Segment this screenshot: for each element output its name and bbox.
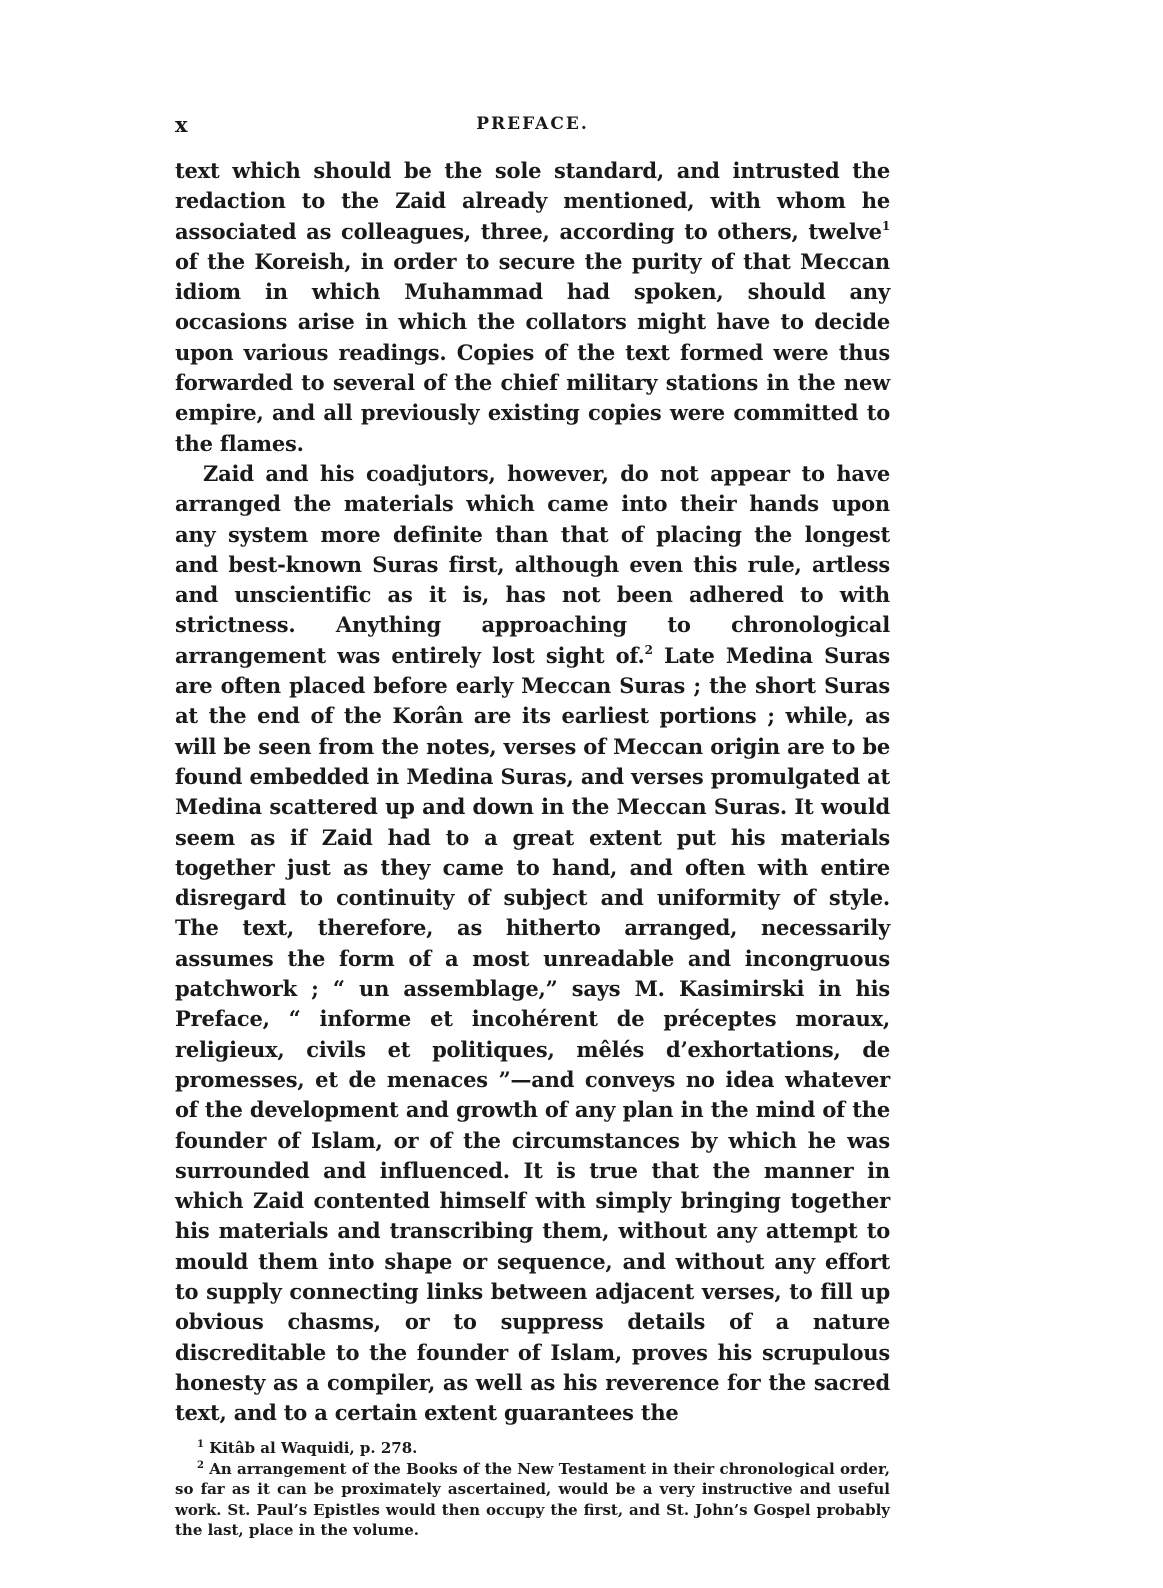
page-header [175, 112, 890, 142]
running-title: PREFACE. [476, 114, 589, 134]
footnote-2 [175, 1459, 890, 1541]
paragraph-1-text-b: of the Koreish, in order to secure the purity of that Meccan idiom in which Muhammad had spoken, should any occasions arise in which the collators might have to decide upon various readings. Copies of the text formed were thus forwarded to several of the chief military stations in the new empire, and all previously existing copies were committed to the flames. [175, 248, 890, 456]
footnote-1-mark: 1 [197, 1439, 204, 1451]
book-page [175, 112, 890, 1541]
paragraph-1-text-a: text which should be the sole standard, and intrusted the redaction to the Zaid already mentioned, with whom he associated as colleagues, three, according to others, twelve [175, 158, 890, 244]
footnote-1-text: Kitâb al Waquidi, p. 278. [203, 1439, 418, 1458]
paragraph-2-text-b: Late Medina Suras are often placed before early Meccan Suras ; the short Suras at the end of the Korân are its earliest portions ; while, as will be seen from the notes, verses of Meccan origin are to be found embedded in Medina Suras, and verses promulgated at Medina scattered up and down in the Meccan Suras. It would seem as if Zaid had to a great extent put his materials together just as they came to hand, and often with entire disregard to continuity of subject and uniformity of style. The text, therefore, as hitherto arranged, necessarily assumes the form of a most unreadable and incongruous patchwork ; “ un assemblage,” says M. Kasimirski in his Preface, “ informe et incohérent de préceptes moraux, religieux, civils et politiques, mêlés d’exhortations, de promesses, et de menaces ”—and conveys no idea whatever of the development and growth of any plan in the mind of the founder of Islam, or of the circumstances by which he was surrounded and influenced. It is true that the manner in which Zaid contented himself with simply bringing together his materials and transcribing them, without any attempt to mould them into shape or sequence, and without any effort to supply connecting links between adjacent verses, to fill up obvious chasms, or to suppress details of a nature discreditable to the founder of Islam, proves his scrupulous honesty as a compiler, as well as his reverence for the sacred text, and to a certain extent guarantees the [175, 642, 890, 1426]
footnotes [175, 1438, 890, 1541]
footnote-ref-2: 2 [644, 642, 653, 657]
page-number: x [175, 112, 189, 137]
footnote-1 [175, 1438, 890, 1459]
footnote-ref-1: 1 [881, 218, 890, 233]
body-text [175, 156, 890, 1428]
paragraph-2 [175, 459, 890, 1429]
footnote-2-text: An arrangement of the Books of the New Testament in their chronological order, so far as it can be proximately ascertained, would be a very instructive and useful work. St. Paul’s Epistles would then occupy the first, and St. John’s Gospel probably the last, place in the volume. [175, 1459, 890, 1540]
footnote-2-mark: 2 [197, 1459, 204, 1471]
paragraph-1 [175, 156, 890, 459]
paragraph-2-text-a: Zaid and his coadjutors, however, do not appear to have arranged the materials which came into their hands upon any system more definite than that of placing the longest and best-known Suras first, although even this rule, artless and unscientific as it is, has not been adhered to with strictness. Anything approaching to chronological arrangement was entirely lost sight of. [175, 460, 890, 668]
